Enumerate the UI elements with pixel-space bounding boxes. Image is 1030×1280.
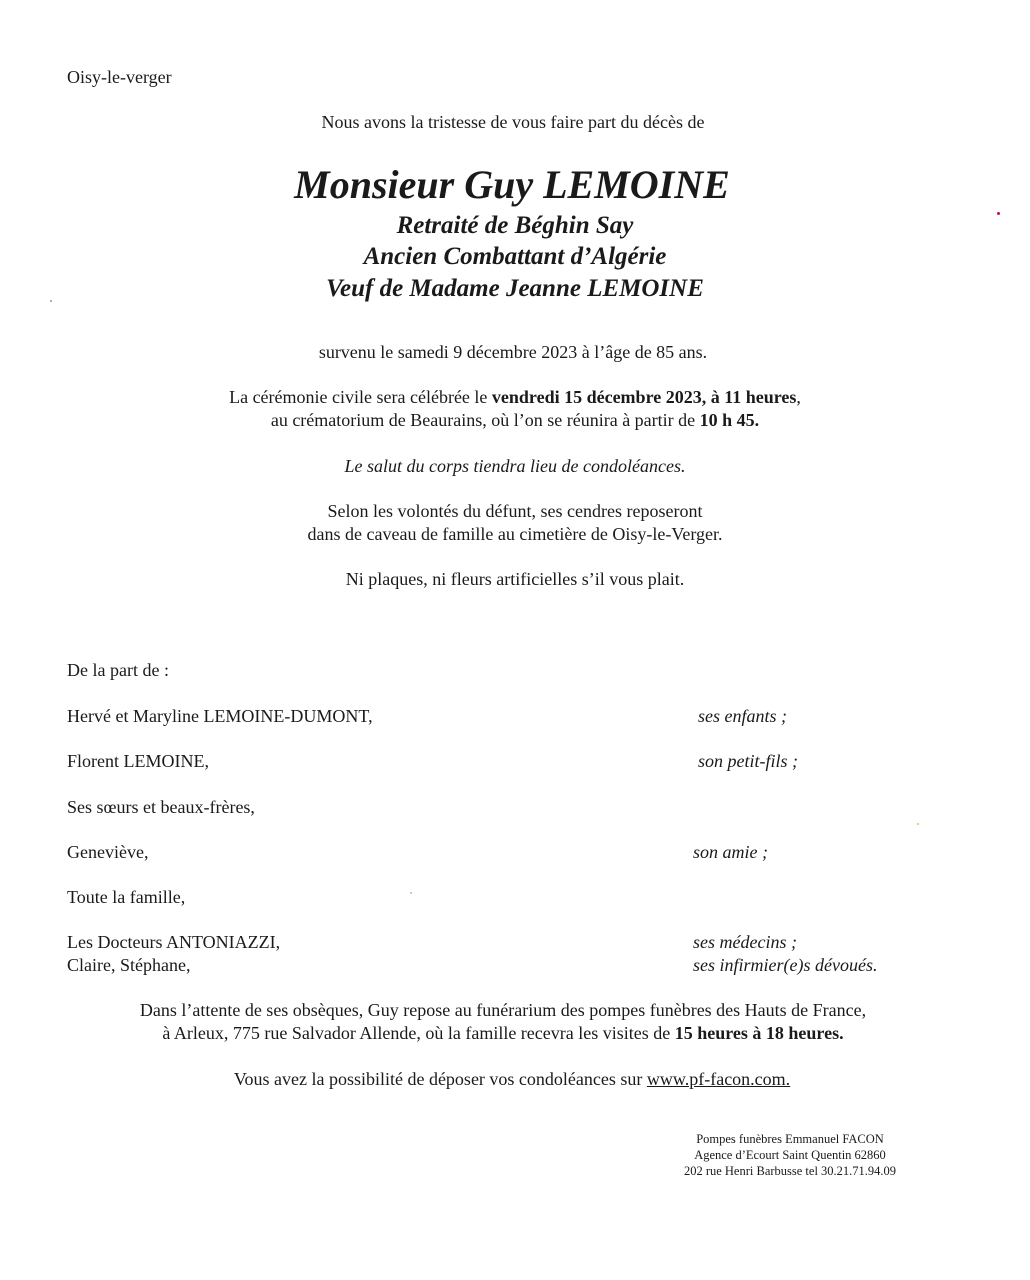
condolences-link[interactable]: www.pf-facon.com. bbox=[646, 1069, 791, 1089]
family-row-name: Ses sœurs et beaux-frères, bbox=[67, 797, 255, 817]
wishes-line-2: dans de caveau de famille au cimetière de Oisy-le-Verger. bbox=[307, 524, 723, 544]
family-heading: De la part de : bbox=[67, 660, 169, 680]
location-label: Oisy-le-verger bbox=[67, 67, 172, 87]
scan-speck bbox=[917, 823, 919, 825]
visiting-hours: 15 heures à 18 heures. bbox=[674, 1023, 844, 1043]
condolences-line bbox=[0, 1068, 1027, 1091]
family-row-relation: ses enfants ; bbox=[698, 706, 787, 726]
deceased-name: Monsieur Guy LEMOINE bbox=[294, 162, 730, 207]
deceased-title-2: Ancien Combattant d’Algérie bbox=[363, 243, 667, 270]
family-row-name: Toute la famille, bbox=[67, 887, 186, 907]
death-date-text: survenu le samedi 9 décembre 2023 à l’âge de 85 ans. bbox=[318, 342, 708, 362]
funeral-home-address: 202 rue Henri Barbusse tel 30.21.71.94.09 bbox=[683, 1164, 897, 1178]
scan-speck bbox=[997, 212, 1000, 215]
ceremony-line-1-suffix: , bbox=[796, 387, 801, 407]
funeral-home-agency: Agence d’Ecourt Saint Quentin 62860 bbox=[694, 1148, 886, 1162]
gathering-time: 10 h 45. bbox=[699, 410, 760, 430]
scan-speck bbox=[410, 892, 412, 894]
family-row-relation: son petit-fils ; bbox=[698, 751, 798, 771]
ceremony-line-1-prefix: La cérémonie civile sera célébrée le bbox=[229, 387, 492, 407]
family-row-name: Les Docteurs ANTONIAZZI, bbox=[67, 932, 281, 952]
ceremony-line-2 bbox=[0, 409, 1030, 432]
wishes-line-1: Selon les volontés du défunt, ses cendres reposeront bbox=[327, 501, 703, 521]
scan-speck bbox=[50, 300, 52, 302]
condolences-text: Vous avez la possibilité de déposer vos condoléances sur bbox=[233, 1069, 647, 1089]
funeral-home-name: Pompes funèbres Emmanuel FACON bbox=[696, 1132, 884, 1146]
visits-line-2 bbox=[0, 1022, 1018, 1045]
ceremony-date: vendredi 15 décembre 2023, à 11 heures bbox=[491, 387, 797, 407]
no-flowers-text: Ni plaques, ni fleurs artificielles s’il vous plait. bbox=[345, 569, 685, 589]
deceased-title-3: Veuf de Madame Jeanne LEMOINE bbox=[326, 275, 704, 302]
visits-line-1: Dans l’attente de ses obsèques, Guy repose au funérarium des pompes funèbres des Hauts de France, bbox=[139, 1000, 867, 1020]
family-row-relation: ses médecins ; bbox=[693, 932, 797, 952]
family-row-relation: ses infirmier(e)s dévoués. bbox=[693, 955, 878, 975]
intro-text: Nous avons la tristesse de vous faire part du décès de bbox=[321, 112, 705, 132]
deceased-title-1: Retraité de Béghin Say bbox=[396, 212, 634, 239]
family-row-name: Hervé et Maryline LEMOINE-DUMONT, bbox=[67, 706, 373, 726]
visits-line-2-prefix: à Arleux, 775 rue Salvador Allende, où la famille recevra les visites de bbox=[162, 1023, 675, 1043]
ceremony-line-1 bbox=[0, 386, 1030, 409]
salut-text: Le salut du corps tiendra lieu de condoléances. bbox=[344, 456, 686, 476]
family-row-name: Claire, Stéphane, bbox=[67, 955, 191, 975]
family-row-name: Florent LEMOINE, bbox=[67, 751, 209, 771]
family-row-relation: son amie ; bbox=[693, 842, 768, 862]
funeral-home-info bbox=[670, 1131, 910, 1179]
ceremony-line-2-prefix: au crématorium de Beaurains, où l’on se réunira à partir de bbox=[270, 410, 700, 430]
family-row-name: Geneviève, bbox=[67, 842, 149, 862]
